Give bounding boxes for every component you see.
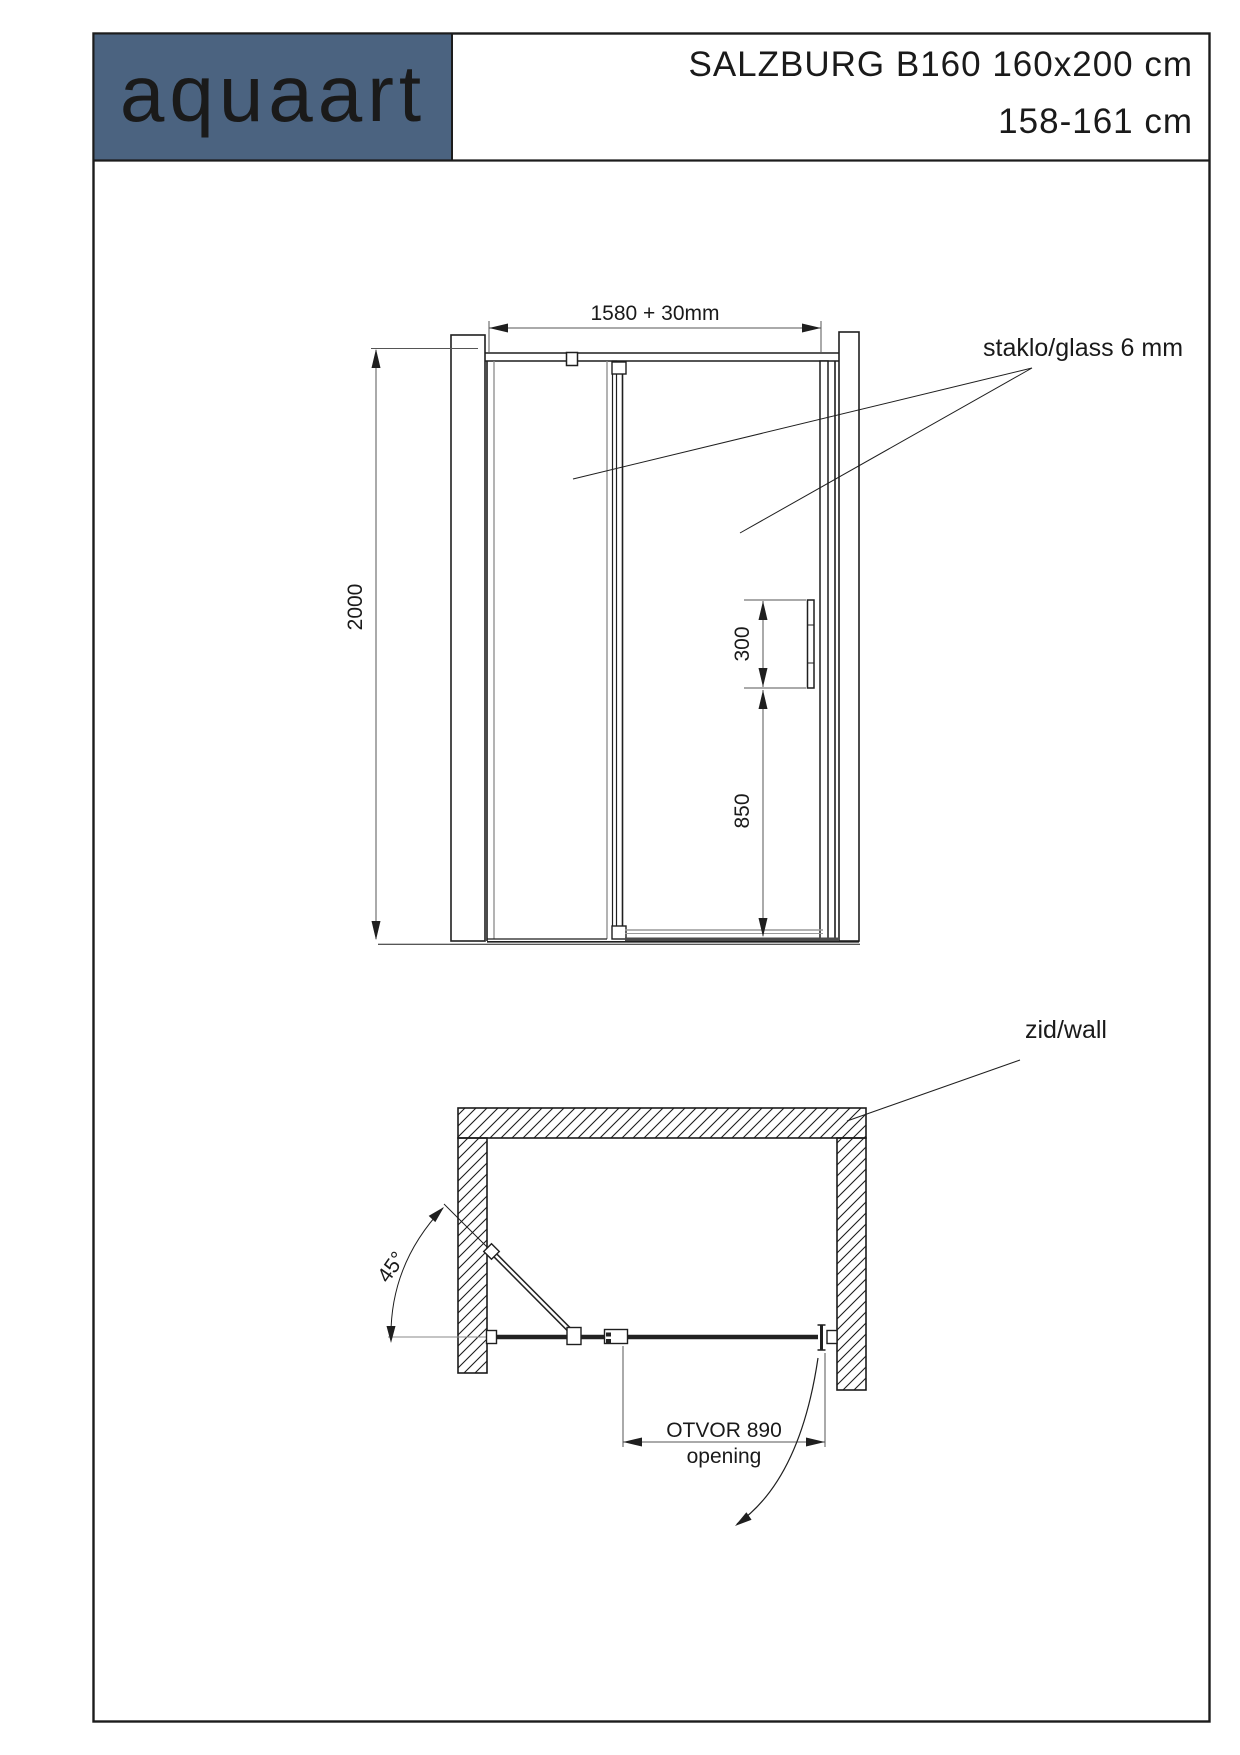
wall-label: zid/wall (1025, 1016, 1107, 1044)
plan-hinge-pin-top (606, 1333, 611, 1337)
glass-annotation (573, 334, 1183, 533)
product-title: SALZBURG B160 160x200 cm (688, 45, 1193, 84)
dim-handle-arrow-bottom (759, 668, 768, 687)
front-door-stile (820, 361, 828, 939)
dim-height-label: 2000 (344, 583, 367, 631)
angle-annotation (373, 1207, 444, 1343)
dim-handle-height-label: 850 (731, 793, 754, 829)
front-right-wall-profile (839, 332, 859, 941)
plan-wall-right (837, 1138, 866, 1390)
front-view (344, 302, 1183, 944)
dim-handle-height (731, 690, 768, 937)
brand-logo: aquaart (119, 49, 427, 138)
dim-width-arrow-left (489, 324, 508, 333)
angle-arrow-bottom (387, 1326, 396, 1343)
dim-width (489, 302, 821, 352)
front-glass-edges (494, 361, 607, 939)
opening-arrow-right (806, 1438, 825, 1447)
opening-label-value: OTVOR 890 (666, 1419, 782, 1442)
glass-label: staklo/glass 6 mm (983, 334, 1184, 362)
door-bottom-hinge (612, 926, 626, 939)
angle-label: 45° (373, 1247, 411, 1287)
product-range: 158-161 cm (998, 102, 1193, 141)
plan-wall-bracket-left (487, 1331, 497, 1344)
plan-view (373, 1016, 1107, 1526)
dim-handle (731, 600, 806, 688)
front-header-bar (485, 353, 839, 361)
opening-arrow-left (623, 1438, 642, 1447)
plan-wall-left (458, 1138, 487, 1373)
angle-arrow-top (429, 1207, 444, 1222)
plan-pivot-block (567, 1328, 581, 1345)
dim-handle-height-arrow-bottom (759, 918, 768, 937)
plan-hinge-pin-bottom (606, 1339, 611, 1343)
opening-label-word: opening (686, 1445, 762, 1468)
door-handle-front (808, 600, 815, 688)
front-left-wall-profile (451, 335, 485, 941)
dim-width-arrow-right (802, 324, 821, 333)
door-sill-bar (625, 938, 838, 942)
page-border (94, 34, 1210, 1722)
dim-width-label: 1580 + 30mm (590, 302, 720, 325)
door-top-hinge (612, 362, 626, 374)
opening-dimension (623, 1346, 825, 1468)
plan-wall-top (458, 1108, 866, 1138)
plan-open-door-core (493, 1253, 572, 1333)
dim-width-extensions (489, 321, 821, 352)
fixed-panel-top-bracket (567, 353, 578, 366)
glass-leader-lines (573, 368, 1032, 533)
front-frame-lines (487, 361, 835, 941)
dim-height-arrow-bottom (372, 921, 381, 940)
dim-handle-label: 300 (731, 626, 754, 662)
wall-leader-line (847, 1060, 1020, 1121)
dim-handle-arrow-top (759, 601, 768, 620)
page-frame (94, 34, 1210, 1722)
front-center-post (613, 361, 617, 938)
plan-wall-bracket-right (827, 1331, 837, 1344)
dim-handle-height-arrow-top (759, 690, 768, 709)
dim-height-arrow-top (372, 349, 381, 368)
